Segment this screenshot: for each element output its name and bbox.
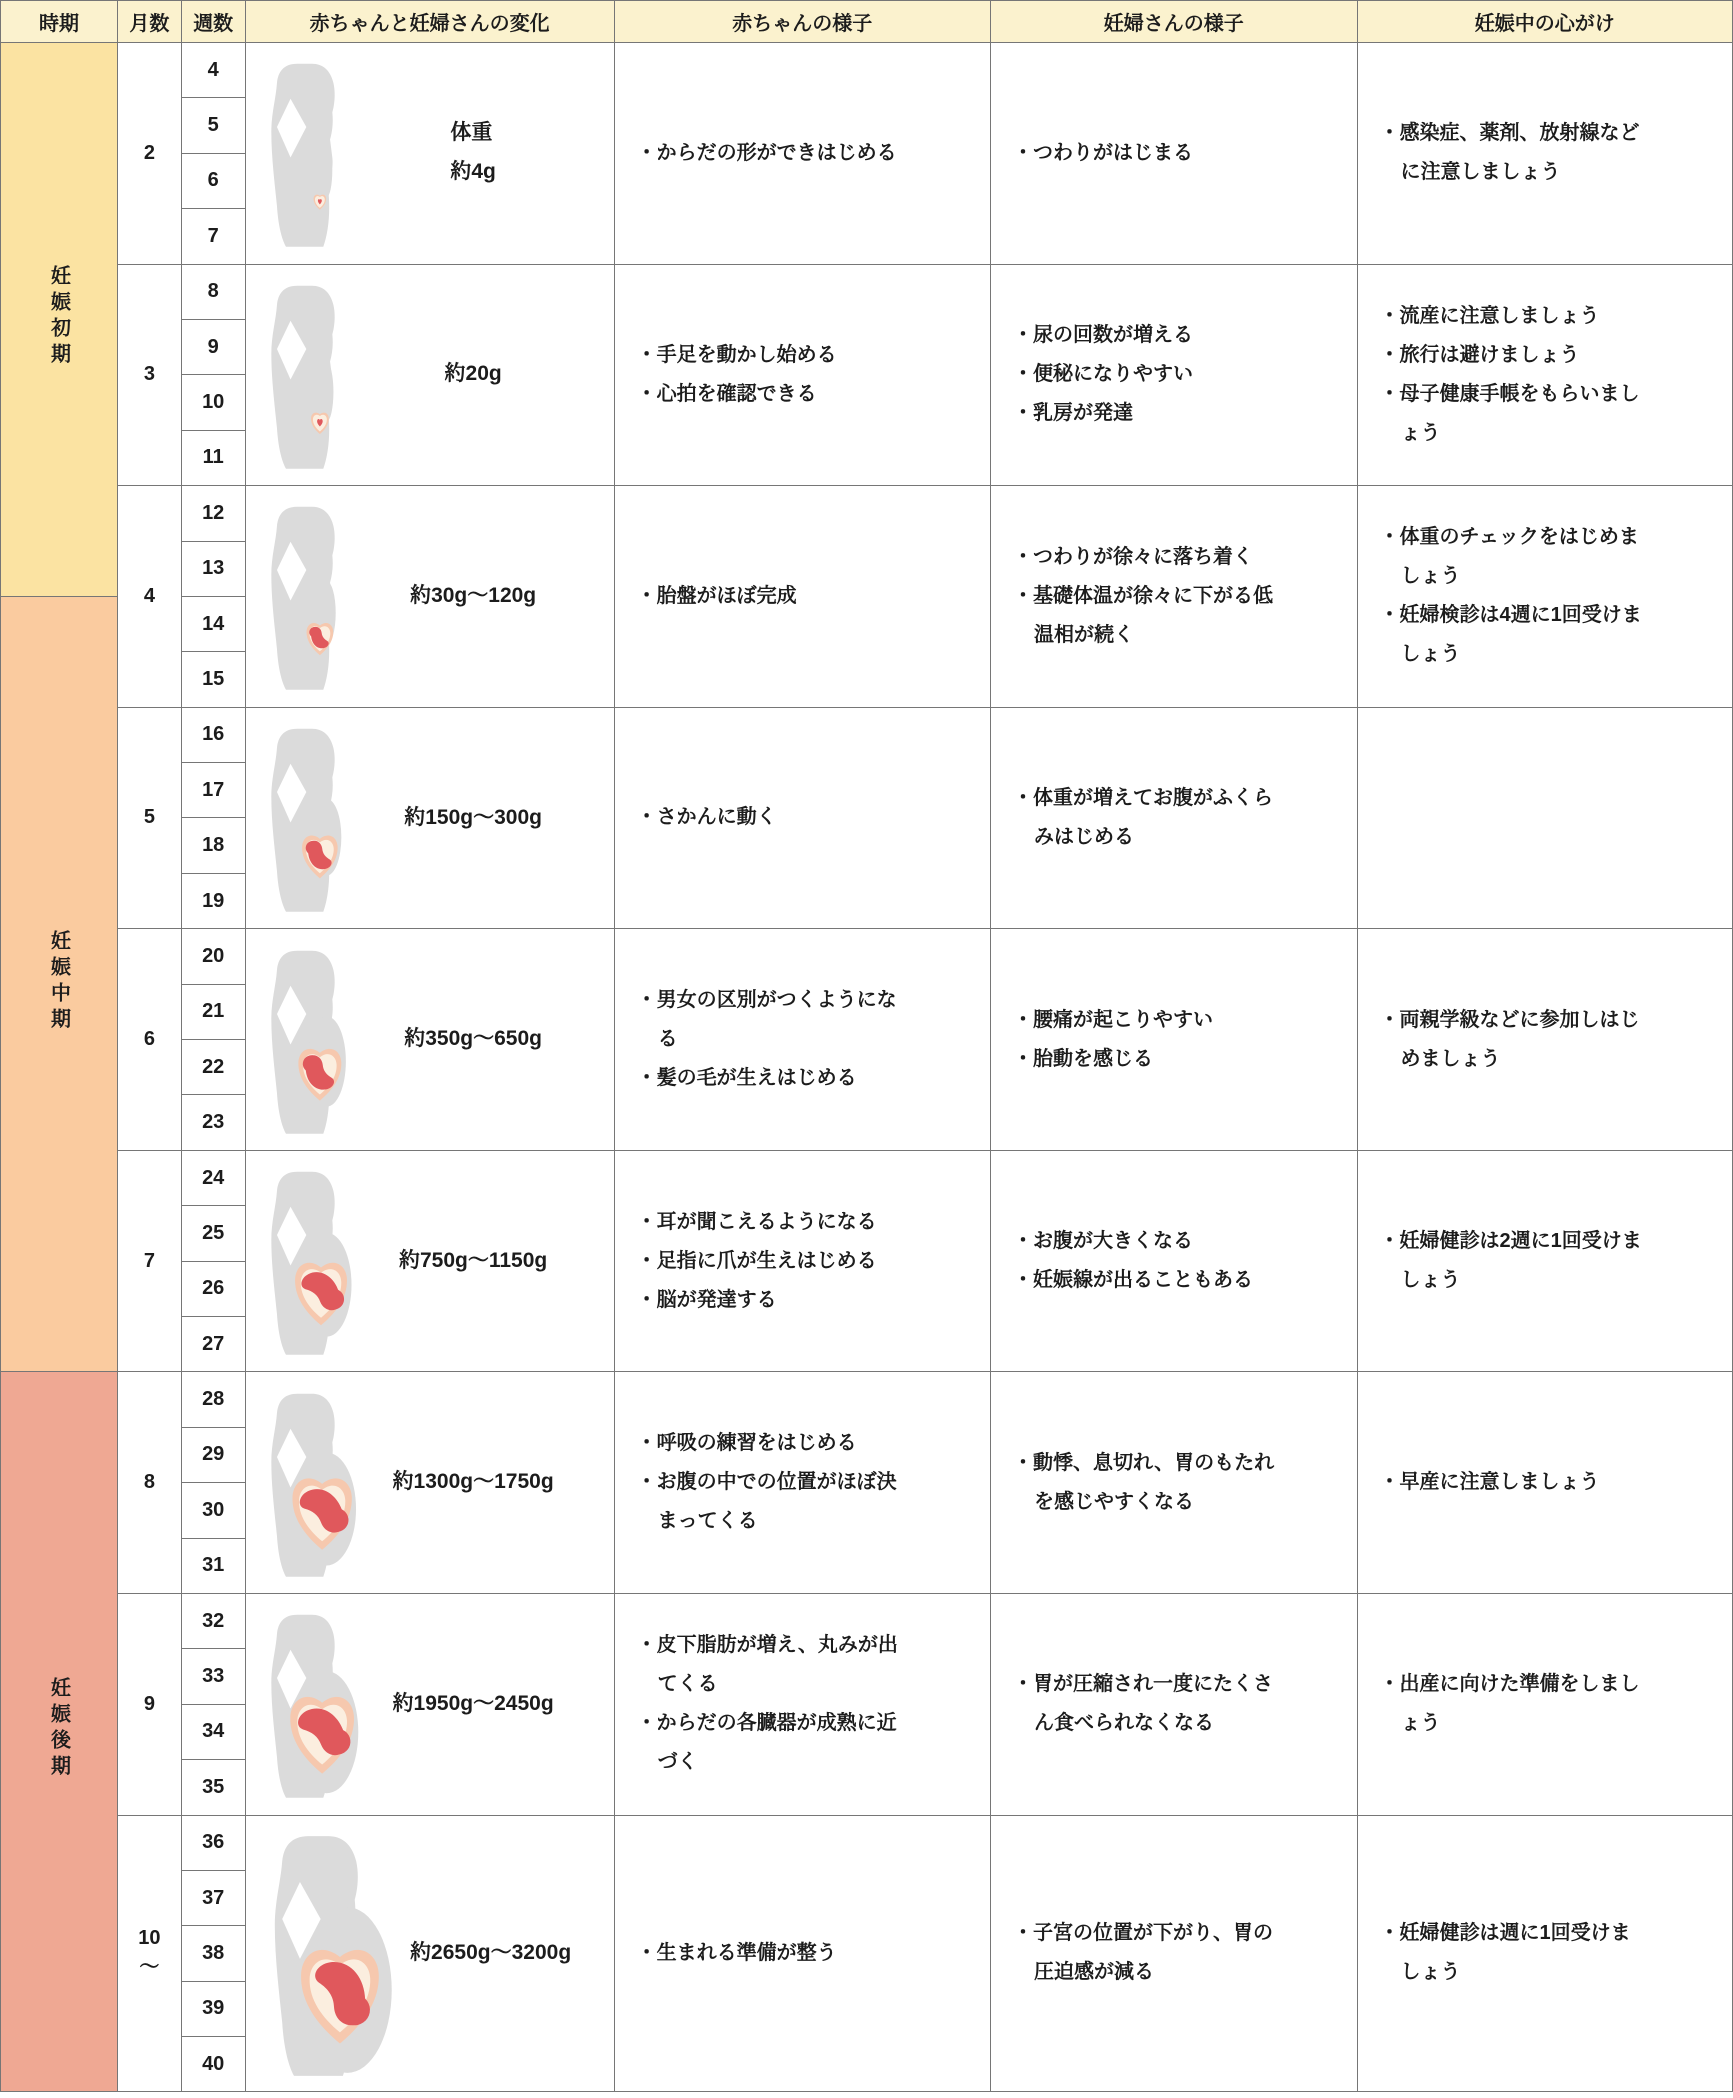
- bullet-item: ・ 胎盤がほぼ完成: [637, 577, 907, 616]
- header-col-advice: 妊娠中の心がけ: [1357, 1, 1732, 43]
- baby-status-cell-list: [637, 981, 907, 1098]
- advice-cell: [1357, 1593, 1732, 1815]
- month-label: 8: [143, 1471, 155, 1494]
- mother-status-cell: [990, 1150, 1357, 1372]
- mother-status-cell-list: [1013, 1444, 1283, 1522]
- advice-cell: [1357, 929, 1732, 1151]
- mother-status-cell: [990, 1372, 1357, 1594]
- changes-wrap: [246, 944, 614, 1136]
- advice-cell-list: [1380, 518, 1650, 674]
- changes-cell: [245, 43, 614, 265]
- weight-line: 約1300g〜1750g: [392, 1470, 554, 1494]
- week-cell: 25: [181, 1206, 245, 1261]
- weight-block: [408, 1934, 614, 1973]
- bullet-item: ・ 体重のチェックをはじめましょう: [1380, 518, 1650, 596]
- week-cell: 10: [181, 375, 245, 430]
- mother-status-cell: [990, 486, 1357, 708]
- weight-line: 約30g〜120g: [410, 583, 537, 607]
- fetus-illustration: [260, 722, 373, 914]
- weight-label: [399, 1242, 547, 1281]
- advice-cell-list: [1380, 297, 1650, 453]
- week-row: [1, 707, 1733, 762]
- belly: [319, 362, 333, 421]
- week-cell: 14: [181, 596, 245, 651]
- weight-label: [393, 1685, 554, 1724]
- baby-status-cell: [614, 1150, 990, 1372]
- baby-status-cell-list: [637, 1626, 907, 1782]
- month-cell: [118, 1150, 182, 1372]
- baby-status-cell: [614, 486, 990, 708]
- month-label: 〜: [139, 1956, 160, 1979]
- month-cell: [118, 929, 182, 1151]
- bullet-item: ・ 流産に注意しましょう: [1380, 297, 1650, 336]
- weight-line: 約750g〜1150g: [398, 1248, 548, 1272]
- week-cell: 27: [181, 1316, 245, 1371]
- fetus-illustration: [260, 1165, 373, 1357]
- bullet-item: ・ つわりがはじまる: [1013, 134, 1283, 173]
- month-cell: [118, 43, 182, 265]
- weight-line: 約4g: [450, 160, 496, 184]
- week-cell: 19: [181, 873, 245, 928]
- baby-status-cell-list: [637, 1934, 907, 1973]
- advice-cell: [1357, 43, 1732, 265]
- week-row: [1, 486, 1733, 541]
- bullet-item: ・ からだの各臓器が成熟に近づく: [637, 1704, 907, 1782]
- changes-cell: [245, 1593, 614, 1815]
- weight-label: [450, 114, 496, 192]
- bullet-item: ・ 妊娠線が出ることもある: [1013, 1261, 1283, 1300]
- bullet-item: ・ 生まれる準備が整う: [637, 1934, 907, 1973]
- bullet-item: ・ 妊婦健診は2週に1回受けましょう: [1380, 1222, 1650, 1300]
- header-col-period: 時期: [1, 1, 118, 43]
- month-label: 7: [143, 1249, 155, 1272]
- header-col-mother: 妊婦さんの様子: [990, 1, 1357, 43]
- bullet-item: ・ 腰痛が起こりやすい: [1013, 1001, 1283, 1040]
- month-label: 6: [143, 1028, 155, 1051]
- month-label: 9: [143, 1692, 155, 1715]
- weight-block: [373, 1463, 614, 1502]
- fetus-illustration: [260, 500, 373, 692]
- bullet-item: ・ 妊婦健診は週に1回受けましょう: [1380, 1914, 1650, 1992]
- week-cell: 34: [181, 1704, 245, 1759]
- bullet-item: ・ 手足を動かし始める: [637, 336, 907, 375]
- weight-label: [393, 1463, 554, 1502]
- week-row: [1, 1815, 1733, 1870]
- advice-cell-list: [1380, 114, 1650, 192]
- changes-wrap: [246, 1387, 614, 1579]
- baby-status-cell: [614, 1372, 990, 1594]
- baby-status-cell: [614, 43, 990, 265]
- week-cell: 20: [181, 929, 245, 984]
- bullet-item: ・ お腹が大きくなる: [1013, 1222, 1283, 1261]
- week-row: [1, 1150, 1733, 1205]
- baby-status-cell-list: [637, 577, 907, 616]
- weight-line: 約150g〜300g: [404, 805, 542, 829]
- week-cell: 31: [181, 1538, 245, 1593]
- advice-cell: [1357, 1372, 1732, 1594]
- mother-status-cell: [990, 707, 1357, 929]
- bullet-item: ・ 足指に爪が生えはじめる: [637, 1242, 907, 1281]
- week-cell: 32: [181, 1593, 245, 1648]
- week-cell: 16: [181, 707, 245, 762]
- weight-label: [410, 1934, 571, 1973]
- week-row: [1, 1593, 1733, 1648]
- fetus-illustration: [260, 1608, 373, 1800]
- mother-status-cell: [990, 929, 1357, 1151]
- fetus-illustration: [260, 279, 373, 471]
- changes-cell: [245, 1372, 614, 1594]
- mother-status-cell: [990, 1593, 1357, 1815]
- week-cell: 36: [181, 1815, 245, 1870]
- bullet-item: ・ 胎動を感じる: [1013, 1040, 1283, 1079]
- week-cell: 30: [181, 1483, 245, 1538]
- week-cell: 13: [181, 541, 245, 596]
- changes-cell: [245, 1150, 614, 1372]
- week-cell: 18: [181, 818, 245, 873]
- advice-cell-list: [1380, 1463, 1650, 1502]
- week-cell: 9: [181, 319, 245, 374]
- bullet-item: ・ 早産に注意しましょう: [1380, 1463, 1650, 1502]
- weight-block: [373, 114, 614, 192]
- changes-wrap: [246, 1608, 614, 1800]
- month-cell: [118, 1372, 182, 1594]
- belly: [321, 143, 332, 197]
- advice-cell-list: [1380, 1914, 1650, 1992]
- month-label: 10: [138, 1927, 161, 1950]
- changes-wrap: [246, 1827, 614, 2079]
- advice-cell: [1357, 707, 1732, 929]
- baby-status-cell-list: [637, 134, 907, 173]
- baby-status-cell-list: [637, 1203, 907, 1320]
- header-row: [1, 1, 1733, 43]
- bullet-item: ・ お腹の中での位置がほぼ決まってくる: [637, 1463, 907, 1541]
- baby-status-cell-list: [637, 1424, 907, 1541]
- mother-status-cell-list: [1013, 1222, 1283, 1300]
- baby-status-cell: [614, 1593, 990, 1815]
- weight-line: 約2650g〜3200g: [410, 1941, 572, 1965]
- period-cell-mid: [1, 596, 118, 1371]
- header-col-week: 週数: [181, 1, 245, 43]
- week-cell: 39: [181, 1981, 245, 2036]
- bullet-item: ・ 感染症、薬剤、放射線などに注意しましょう: [1380, 114, 1650, 192]
- changes-wrap: [246, 1165, 614, 1357]
- bullet-item: ・ 乳房が発達: [1013, 394, 1283, 433]
- weight-block: [373, 355, 614, 394]
- week-cell: 6: [181, 153, 245, 208]
- period-cell-late: [1, 1372, 118, 2092]
- week-cell: 23: [181, 1095, 245, 1150]
- week-cell: 17: [181, 763, 245, 818]
- period-label: 妊娠初期: [47, 264, 70, 369]
- weight-block: [373, 1242, 614, 1281]
- bullet-item: ・ 便秘になりやすい: [1013, 355, 1283, 394]
- mother-status-cell-list: [1013, 538, 1283, 655]
- bullet-item: ・ 呼吸の練習をはじめる: [637, 1424, 907, 1463]
- week-cell: 8: [181, 264, 245, 319]
- bullet-item: ・ からだの形ができはじめる: [637, 134, 907, 173]
- weight-label: [410, 577, 536, 616]
- header-col-changes: 赤ちゃんと妊婦さんの変化: [245, 1, 614, 43]
- bullet-item: ・ 髪の毛が生えはじめる: [637, 1059, 907, 1098]
- weight-label: [404, 799, 542, 838]
- week-cell: 5: [181, 98, 245, 153]
- bullet-item: ・ 出産に向けた準備をしましょう: [1380, 1665, 1650, 1743]
- week-cell: 7: [181, 209, 245, 264]
- advice-cell-list: [1380, 1665, 1650, 1743]
- bullet-item: ・ 男女の区別がつくようになる: [637, 981, 907, 1059]
- bullet-item: ・ 両親学級などに参加しはじめましょう: [1380, 1001, 1650, 1079]
- weight-block: [373, 799, 614, 838]
- advice-cell: [1357, 1150, 1732, 1372]
- changes-wrap: [246, 722, 614, 914]
- week-cell: 40: [181, 2037, 245, 2092]
- month-cell: [118, 1593, 182, 1815]
- changes-cell: [245, 1815, 614, 2092]
- mother-status-cell-list: [1013, 134, 1283, 173]
- bullet-item: ・ 体重が増えてお腹がふくらみはじめる: [1013, 779, 1283, 857]
- mother-status-cell-list: [1013, 1914, 1283, 1992]
- bullet-item: ・ 尿の回数が増える: [1013, 316, 1283, 355]
- fetus-illustration: [260, 1387, 373, 1579]
- month-cell: [118, 1815, 182, 2092]
- weight-line: 約1950g〜2450g: [392, 1691, 554, 1715]
- weight-line: 体重: [450, 121, 493, 145]
- week-cell: 28: [181, 1372, 245, 1427]
- week-cell: 38: [181, 1926, 245, 1981]
- bullet-item: ・ つわりが徐々に落ち着く: [1013, 538, 1283, 577]
- mother-status-cell-list: [1013, 1665, 1283, 1743]
- mother-status-cell: [990, 1815, 1357, 2092]
- period-label: 妊娠後期: [47, 1677, 70, 1782]
- baby-status-cell: [614, 264, 990, 486]
- changes-cell: [245, 486, 614, 708]
- advice-cell: [1357, 264, 1732, 486]
- mother-status-cell: [990, 43, 1357, 265]
- weight-block: [373, 1685, 614, 1724]
- week-row: [1, 43, 1733, 98]
- changes-cell: [245, 264, 614, 486]
- weight-block: [373, 1020, 614, 1059]
- week-cell: 26: [181, 1261, 245, 1316]
- weight-line: 約20g: [444, 362, 502, 386]
- week-row: [1, 264, 1733, 319]
- weight-block: [373, 577, 614, 616]
- week-cell: 29: [181, 1427, 245, 1482]
- header-col-baby: 赤ちゃんの様子: [614, 1, 990, 43]
- week-cell: 22: [181, 1040, 245, 1095]
- week-cell: 33: [181, 1649, 245, 1704]
- mother-status-cell-list: [1013, 1001, 1283, 1079]
- week-cell: 24: [181, 1150, 245, 1205]
- month-cell: [118, 486, 182, 708]
- bullet-item: ・ 胃が圧縮され一度にたくさん食べられなくなる: [1013, 1665, 1283, 1743]
- weight-label: [445, 355, 502, 394]
- week-cell: 4: [181, 43, 245, 98]
- week-row: [1, 1372, 1733, 1427]
- period-cell-early: [1, 43, 118, 597]
- week-cell: 37: [181, 1870, 245, 1925]
- advice-cell-list: [1380, 1001, 1650, 1079]
- bullet-item: ・ 耳が聞こえるようになる: [637, 1203, 907, 1242]
- week-cell: 11: [181, 430, 245, 485]
- table-body: [1, 43, 1733, 2092]
- mother-status-cell-list: [1013, 316, 1283, 433]
- changes-wrap: [246, 500, 614, 692]
- bullet-item: ・ 子宮の位置が下がり、胃の圧迫感が減る: [1013, 1914, 1283, 1992]
- advice-cell-list: [1380, 1222, 1650, 1300]
- changes-cell: [245, 929, 614, 1151]
- bullet-item: ・ 旅行は避けましょう: [1380, 336, 1650, 375]
- bullet-item: ・ さかんに動く: [637, 798, 907, 837]
- advice-cell: [1357, 486, 1732, 708]
- baby-status-cell-list: [637, 798, 907, 837]
- month-cell: [118, 264, 182, 486]
- changes-wrap: [246, 279, 614, 471]
- baby-status-cell-list: [637, 336, 907, 414]
- week-cell: 12: [181, 486, 245, 541]
- week-cell: 15: [181, 652, 245, 707]
- changes-cell: [245, 707, 614, 929]
- bullet-item: ・ 脳が発達する: [637, 1281, 907, 1320]
- baby-status-cell: [614, 707, 990, 929]
- fetus-illustration: [260, 944, 373, 1136]
- month-label: 5: [143, 806, 155, 829]
- bullet-item: ・ 基礎体温が徐々に下がる低温相が続く: [1013, 577, 1283, 655]
- month-label: 4: [143, 584, 155, 607]
- advice-cell: [1357, 1815, 1732, 2092]
- month-cell: [118, 707, 182, 929]
- bullet-item: ・ 母子健康手帳をもらいましょう: [1380, 375, 1650, 453]
- baby-status-cell: [614, 1815, 990, 2092]
- fetus-illustration: [260, 57, 373, 249]
- baby-status-cell: [614, 929, 990, 1151]
- week-cell: 35: [181, 1760, 245, 1815]
- weight-label: [404, 1020, 542, 1059]
- fetus-illustration: [260, 1827, 408, 2079]
- mother-status-cell-list: [1013, 779, 1283, 857]
- week-row: [1, 929, 1733, 984]
- bullet-item: ・ 妊婦検診は4週に1回受けましょう: [1380, 596, 1650, 674]
- weight-line: 約350g〜650g: [404, 1027, 542, 1051]
- bullet-item: ・ 心拍を確認できる: [637, 375, 907, 414]
- header-col-month: 月数: [118, 1, 182, 43]
- changes-wrap: [246, 57, 614, 249]
- period-label: 妊娠中期: [47, 929, 70, 1034]
- month-label: 2: [143, 141, 155, 164]
- mother-status-cell: [990, 264, 1357, 486]
- table-header: [1, 1, 1733, 43]
- bullet-item: ・ 皮下脂肪が増え、丸みが出てくる: [637, 1626, 907, 1704]
- week-cell: 21: [181, 984, 245, 1039]
- month-label: 3: [143, 363, 155, 386]
- bullet-item: ・ 動悸、息切れ、胃のもたれを感じやすくなる: [1013, 1444, 1283, 1522]
